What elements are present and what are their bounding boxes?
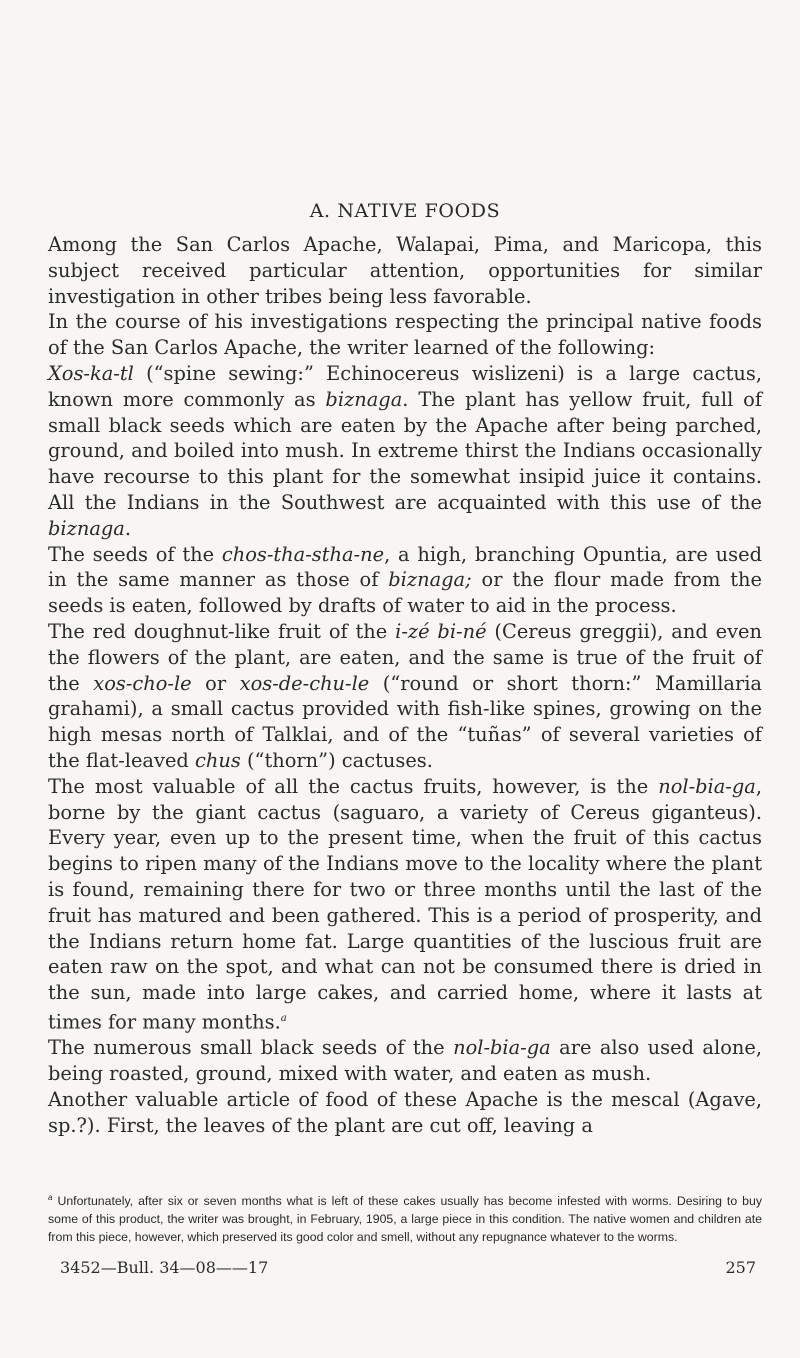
italic-term: i-zé bi-né bbox=[395, 619, 487, 643]
text-run: (“round or short thorn:” Mamillaria grahami), a small cactus provided with fish-like spines, growing on the high mesas north of Talklai, and of the “tuñas” of several varieties of the flat-leaved bbox=[48, 671, 762, 772]
text-run: . bbox=[124, 516, 132, 540]
italic-term: xos-de-chu-le bbox=[239, 671, 370, 695]
paragraph bbox=[48, 619, 762, 774]
italic-term: nol-bia-ga bbox=[658, 774, 756, 798]
text-run: The numerous small black seeds of the bbox=[48, 1036, 454, 1060]
document-page bbox=[48, 0, 762, 1358]
paragraph bbox=[48, 774, 762, 1035]
text-run: . The plant has yellow fruit, full of small black seeds which are eaten by the Apache after being parched, ground, and boiled into mush. In extreme thirst the Indians occasionally have recourse to this plant for the somewhat insipid juice it contains. All the Indians in the Southwest are acquainted with this use of the bbox=[48, 387, 762, 514]
body-text bbox=[48, 232, 762, 1138]
paragraph bbox=[48, 542, 762, 619]
paragraph bbox=[48, 1035, 762, 1087]
text-run: Among the San Carlos Apache, Walapai, Pima, and Maricopa, this subject received particular attention, opportunities for similar investigation in other tribes being less favorable. bbox=[48, 233, 762, 308]
text-run: Another valuable article of food of these Apache is the mescal (Agave, sp.?). First, the leaves of the plant are cut off, leaving a bbox=[48, 1087, 762, 1137]
italic-term: xos-cho-le bbox=[93, 671, 192, 695]
footnote-text: Unfortunately, after six or seven months what is left of these cakes usually has become infested with worms. Desiring to buy some of this product, the writer was brought, in February, 1905, a large piece in this condition. The native women and children ate from this piece, however, which preserved its good color and smell, without any repugnance whatever to the worms. bbox=[48, 1194, 762, 1244]
italic-term: Xos-ka-tl bbox=[48, 361, 134, 385]
text-run: , borne by the giant cactus (saguaro, a variety of Cereus giganteus). Every year, even up to the present time, when the fruit of this cactus begins to ripen many of the Indians move to the locality where the plant is found, remaining there for two or three months until the last of the fruit has matured and been gathered. This is a period of prosperity, and the Indians return home fat. Large quantities of the luscious fruit are eaten raw on the spot, and what can not be consumed there is dried in the sun, made into large cakes, and carried home, where it lasts at times for many months. bbox=[48, 774, 762, 1034]
running-foot bbox=[60, 1258, 756, 1277]
text-run: The red doughnut-like fruit of the bbox=[48, 619, 396, 643]
text-run: or the flour made from the seeds is eaten, followed by drafts of water to aid in the process. bbox=[48, 568, 762, 618]
paragraph bbox=[48, 232, 762, 309]
paragraph bbox=[48, 309, 762, 361]
italic-term: nol-bia-ga bbox=[453, 1036, 551, 1060]
italic-term: biznaga; bbox=[388, 568, 472, 592]
text-run: are also used alone, being roasted, ground, mixed with water, and eaten as mush. bbox=[48, 1036, 762, 1085]
text-run: , a high, branching Opuntia, are used in the same manner as those of bbox=[48, 542, 762, 592]
italic-term: chus bbox=[195, 748, 241, 772]
italic-term: chos-tha-stha-ne bbox=[221, 542, 385, 566]
page-number: 257 bbox=[725, 1258, 756, 1277]
text-run: or bbox=[191, 671, 240, 695]
text-run: (“spine sewing:” Echinocereus wislizeni) is a large cactus, known more commonly as bbox=[48, 361, 762, 411]
text-run: The most valuable of all the cactus fruits, however, is the bbox=[48, 774, 659, 798]
footnote-reference: a bbox=[280, 1012, 287, 1024]
italic-term: biznaga bbox=[48, 516, 125, 540]
text-run: The seeds of the bbox=[48, 542, 222, 566]
section-heading: A. NATIVE FOODS bbox=[309, 200, 501, 222]
paragraph bbox=[48, 361, 762, 542]
paragraph bbox=[48, 1087, 762, 1139]
text-run: In the course of his investigations respecting the principal native foods of the San Carlos Apache, the writer learned of the following: bbox=[48, 310, 762, 360]
footnote-marker: a bbox=[48, 1193, 53, 1202]
text-run: (“thorn”) cactuses. bbox=[240, 748, 433, 772]
text-run: (Cereus greggii), and even the flowers of the plant, are eaten, and the same is true of the fruit of the bbox=[48, 619, 762, 695]
signature-line: 3452—Bull. 34—08——17 bbox=[60, 1258, 269, 1277]
footnote bbox=[48, 1189, 762, 1246]
italic-term: biznaga bbox=[325, 387, 403, 411]
